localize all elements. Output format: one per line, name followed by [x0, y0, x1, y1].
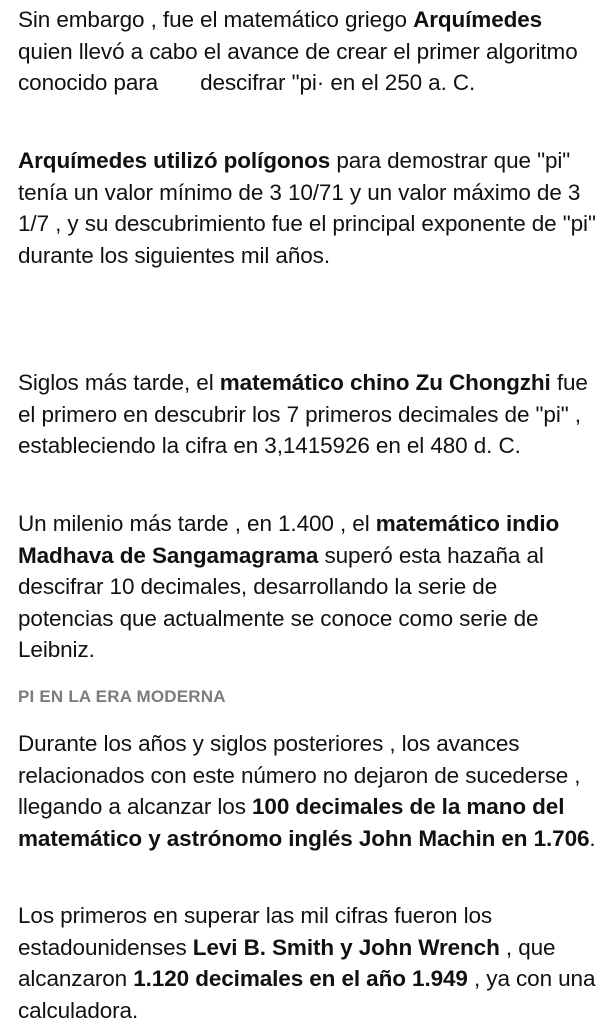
p4-rest: superó esta hazaña al descifrar 10 decimales, desarrollando la serie de potencias que actualmente se conoce como serie de Leibniz.: [18, 542, 544, 662]
p1-rest-a: quien llevó a cabo el avance de crear el primer algoritmo conocido para: [18, 38, 578, 95]
paragraph-arquimedes-algoritmo: [18, 4, 596, 99]
p6-lead: Los primeros en superar las mil cifras fueron los estadounidenses: [18, 903, 493, 960]
p1-lead: Sin embargo , fue el matemático griego: [18, 7, 414, 32]
p1-rest-b: descifrar "pi· en el 250 a. C.: [200, 70, 476, 95]
paragraph-zu-chongzhi: [18, 367, 596, 462]
paragraph-smith-wrench: [18, 900, 596, 1026]
section-heading-era-moderna: PI EN LA ERA MODERNA: [18, 687, 226, 706]
p4-bold: matemático indio Madhava de Sangamagrama: [18, 511, 560, 568]
p3-rest: fue el primero en descubrir los 7 primeros decimales de "pi" , estableciendo la cifra en 3,1415926 en el 480 d. C.: [18, 370, 588, 458]
paragraph-john-machin: [18, 728, 596, 854]
paragraph-madhava: [18, 508, 596, 666]
p6-bold-decimales: 1.120 decimales en el año 1.949: [133, 966, 468, 991]
p6-mid: , que alcanzaron: [18, 934, 556, 991]
paragraph-arquimedes-poligonos: [18, 145, 596, 271]
p5-bold: 100 decimales de la mano del matemático y astrónomo inglés John Machin en 1.706: [18, 794, 590, 851]
p5-rest: .: [589, 825, 596, 851]
p3-lead: Siglos más tarde, el: [18, 370, 220, 395]
p2-bold: Arquímedes utilizó polígonos: [18, 148, 331, 173]
p5-lead: Durante los años y siglos posteriores , los avances relacionados con este número no dejaron de sucederse , llegando a alcanzar los: [18, 731, 581, 819]
p6-bold-names: Levi B. Smith y John Wrench: [192, 934, 500, 960]
p2-rest: para demostrar que "pi" tenía un valor mínimo de 3 10/71 y un valor máximo de 3 1/7 , y su descubrimiento fue el principal exponente de "pi" durante los siguientes mil años.: [18, 148, 596, 268]
p6-rest: , ya con una calculadora.: [18, 966, 596, 1023]
p3-bold: matemático chino Zu Chongzhi: [219, 370, 551, 395]
p4-lead: Un milenio más tarde , en 1.400 , el: [18, 511, 376, 536]
p1-bold-arquimedes: Arquímedes: [413, 7, 543, 32]
